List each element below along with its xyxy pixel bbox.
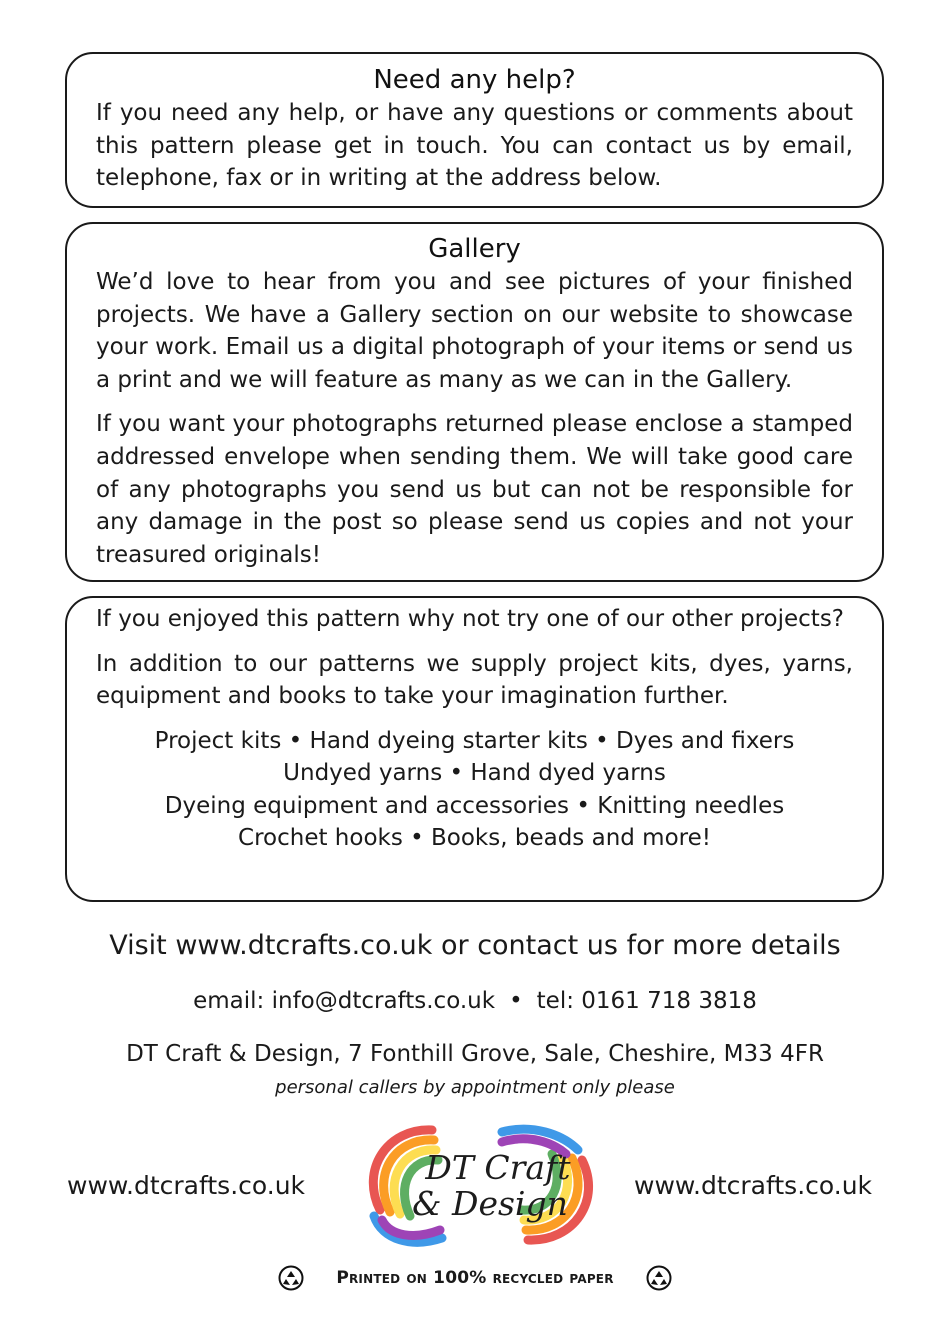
help-body: If you need any help, or have any questions or comments about this pattern please get in touch. You can contact us by email, telephone, fax or in writing at the address below. — [96, 100, 853, 192]
projects-paragraph-1: If you enjoyed this pattern why not try one of our other projects? — [96, 606, 845, 632]
gallery-paragraph-2: If you want your photographs returned please enclose a stamped addressed envelope when sending them. We will take good care of any photographs you send us but can not be responsible for any damage in the post so please send us copies and not your treasured originals! — [96, 411, 853, 568]
product-line: Undyed yarns • Hand dyed yarns — [283, 760, 666, 787]
gallery-paragraph-1: We’d love to hear from you and see pictures of your finished projects. We have a Gallery section on our website to showcase your work. Email us a digital photograph of your items or send us a print and we will feature as many as we can in the Gallery. — [96, 269, 853, 393]
product-list — [96, 725, 853, 855]
gallery-title: Gallery — [428, 234, 521, 264]
gallery-box — [65, 222, 884, 582]
callers-note: personal callers by appointment only please — [275, 1077, 675, 1098]
logo-text-line-1: DT Craft — [425, 1148, 571, 1187]
contact-line — [0, 984, 950, 1018]
projects-box — [65, 596, 884, 902]
separator-dot: • — [509, 988, 523, 1014]
product-line: Project kits • Hand dyeing starter kits • Dyes and fixers — [154, 727, 795, 754]
product-line: Crochet hooks • Books, beads and more! — [238, 825, 711, 852]
printed-text: Printed on 100% recycled paper — [336, 1268, 614, 1288]
recycled-paper-note — [0, 1264, 950, 1292]
company-logo — [352, 1120, 608, 1250]
website-right: www.dtcrafts.co.uk — [634, 1171, 873, 1200]
product-line: Dyeing equipment and accessories • Knitting needles — [164, 792, 785, 819]
help-title: Need any help? — [373, 65, 576, 95]
visit-line: Visit www.dtcrafts.co.uk or contact us for more details — [109, 930, 841, 961]
recycle-icon — [646, 1265, 672, 1291]
telephone-text: tel: 0161 718 3818 — [536, 988, 757, 1014]
postal-address: DT Craft & Design, 7 Fonthill Grove, Sale, Cheshire, M33 4FR — [126, 1041, 824, 1067]
recycle-icon — [278, 1265, 304, 1291]
help-box — [65, 52, 884, 208]
website-left: www.dtcrafts.co.uk — [67, 1171, 306, 1200]
email-text: email: info@dtcrafts.co.uk — [193, 988, 496, 1014]
logo-text-line-2: & Design — [412, 1184, 568, 1223]
projects-paragraph-2: In addition to our patterns we supply project kits, dyes, yarns, equipment and books to take your imagination further. — [96, 650, 853, 710]
